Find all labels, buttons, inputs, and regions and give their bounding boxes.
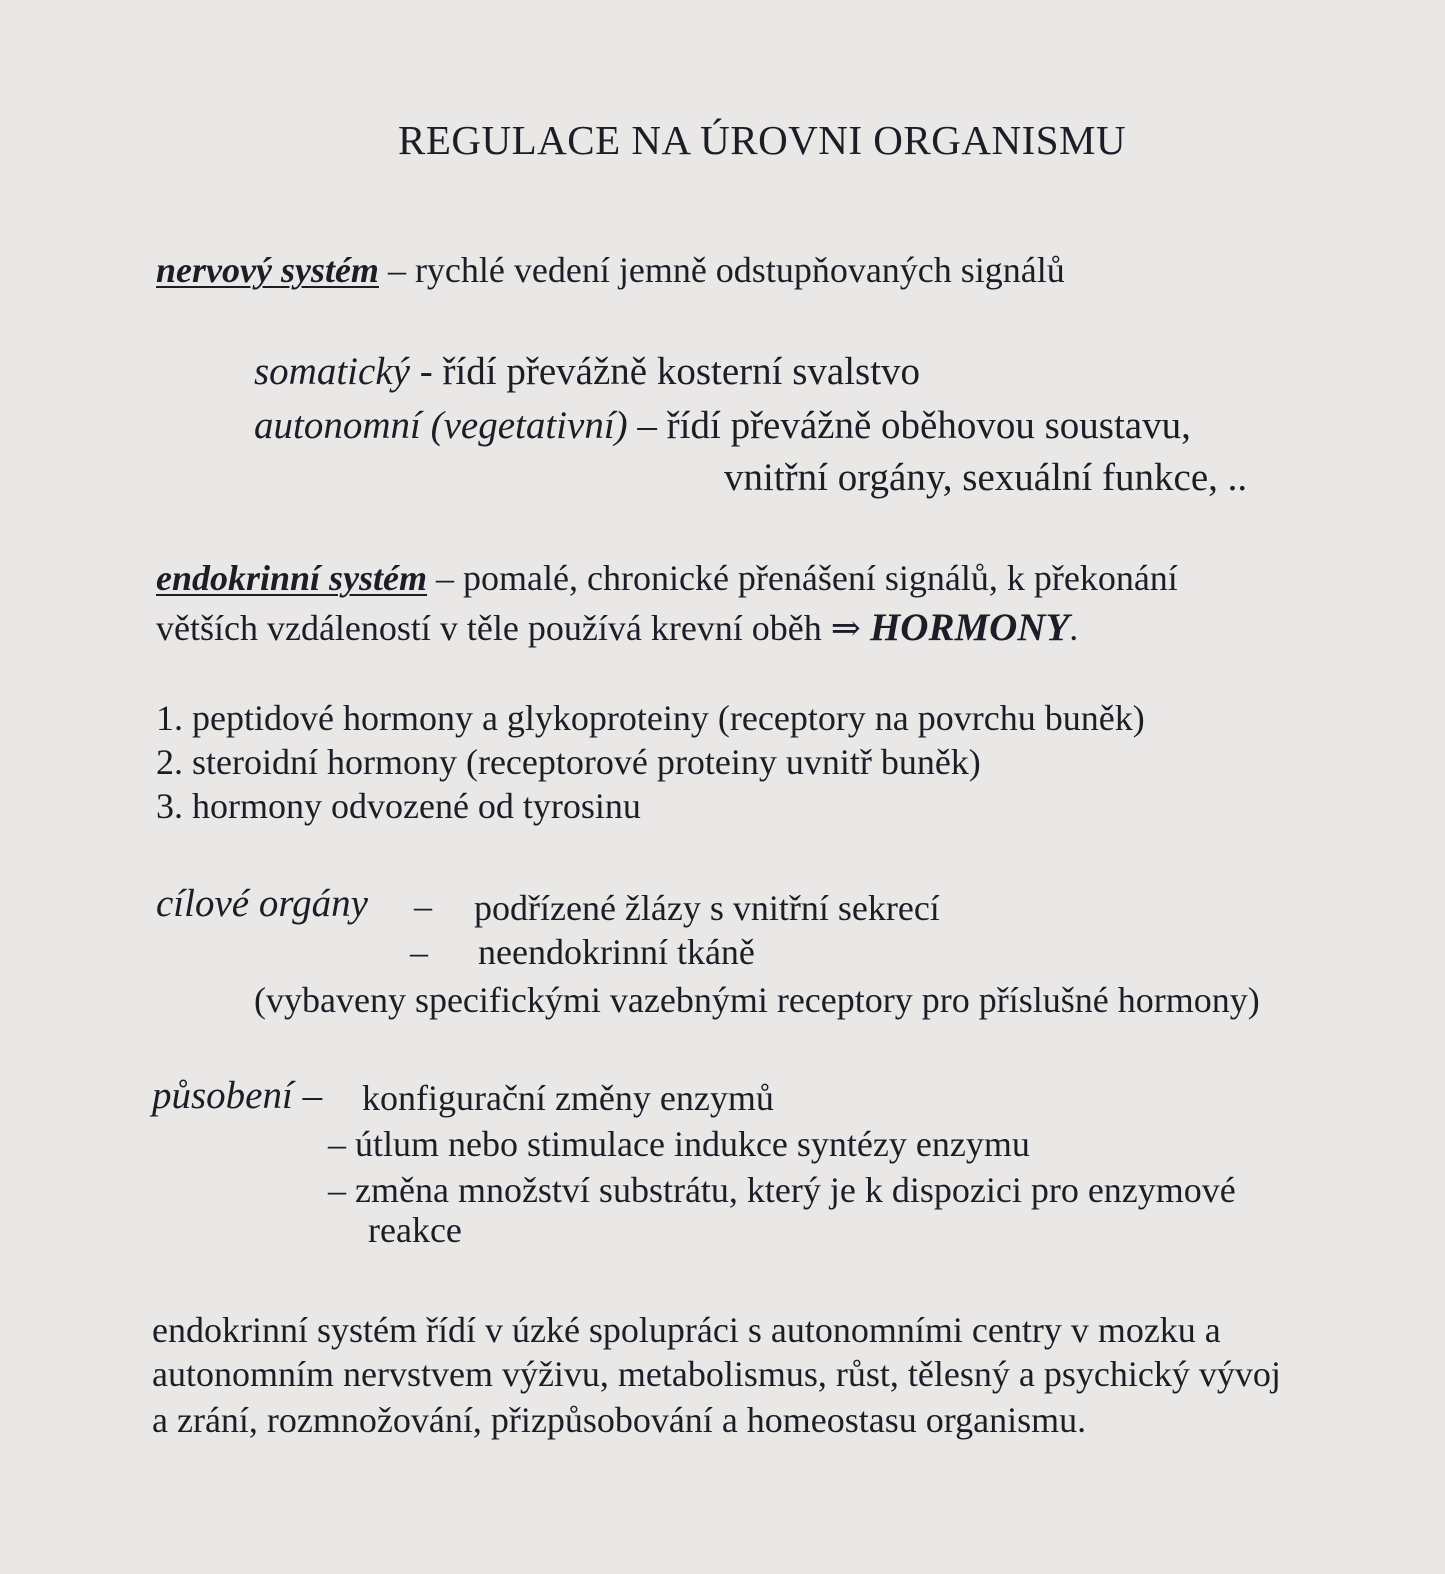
somatic-line xyxy=(254,352,920,391)
action-heading: působení xyxy=(152,1074,293,1117)
hormones-term: HORMONY xyxy=(869,606,1070,649)
action-dash: – xyxy=(292,1074,323,1117)
somatic-desc: - řídí převážně kosterní svalstvo xyxy=(409,350,921,393)
target-organs-heading: cílové orgány xyxy=(156,882,368,925)
target-organs-note: (vybaveny specifickými vazebnými receptory pro příslušné hormony) xyxy=(254,980,1260,1020)
nervous-system-desc: – rychlé vedení jemně odstupňovaných signálů xyxy=(378,250,1065,290)
endocrine-system-heading: endokrinní systém xyxy=(156,558,428,598)
hormones-period: . xyxy=(1069,608,1079,648)
target-organs-dash-1: – xyxy=(414,886,432,926)
target-organs-item-1: podřízené žlázy s vnitřní sekrecí xyxy=(474,888,940,928)
summary-line-3: a zrání, rozmnožování, přizpůsobování a homeostasu organismu. xyxy=(152,1400,1087,1440)
action-item-3-continued: reakce xyxy=(368,1210,462,1250)
action-line xyxy=(152,1076,322,1115)
endocrine-desc-continued: větších vzdáleností v těle používá krevní oběh ⇒ xyxy=(156,608,870,648)
nervous-system-line xyxy=(156,252,1065,288)
hormone-list-item-1: 1. peptidové hormony a glykoproteiny (receptory na povrchu buněk) xyxy=(156,698,1145,738)
autonomic-term: autonomní (vegetativní) xyxy=(254,404,628,447)
action-item-1: konfigurační změny enzymů xyxy=(362,1078,774,1118)
hormone-list-item-3: 3. hormony odvozené od tyrosinu xyxy=(156,786,641,826)
target-organs-dash-2: – xyxy=(410,932,428,972)
page-title: REGULACE NA ÚROVNI ORGANISMU xyxy=(398,117,1127,163)
autonomic-line xyxy=(254,406,1191,445)
hormone-list-item-2: 2. steroidní hormony (receptorové proteiny uvnitř buněk) xyxy=(156,742,981,782)
endocrine-desc-continued-line xyxy=(156,608,1078,647)
somatic-term: somatický xyxy=(254,350,410,393)
autonomic-desc: – řídí převážně oběhovou soustavu, xyxy=(627,404,1191,447)
target-organs-item-2: neendokrinní tkáně xyxy=(478,932,755,972)
summary-line-2: autonomním nervstvem výživu, metabolismus, růst, tělesný a psychický vývoj xyxy=(152,1354,1281,1394)
summary-line-1: endokrinní systém řídí v úzké spolupráci s autonomními centry v mozku a xyxy=(152,1310,1221,1350)
endocrine-system-desc: – pomalé, chronické přenášení signálů, k překonání xyxy=(427,558,1178,598)
endocrine-system-line xyxy=(156,560,1178,596)
autonomic-desc-continued: vnitřní orgány, sexuální funkce, .. xyxy=(724,456,1248,499)
nervous-system-heading: nervový systém xyxy=(156,250,379,290)
action-item-2: – útlum nebo stimulace indukce syntézy enzymu xyxy=(328,1124,1030,1164)
action-item-3: – změna množství substrátu, který je k dispozici pro enzymové xyxy=(328,1170,1236,1210)
